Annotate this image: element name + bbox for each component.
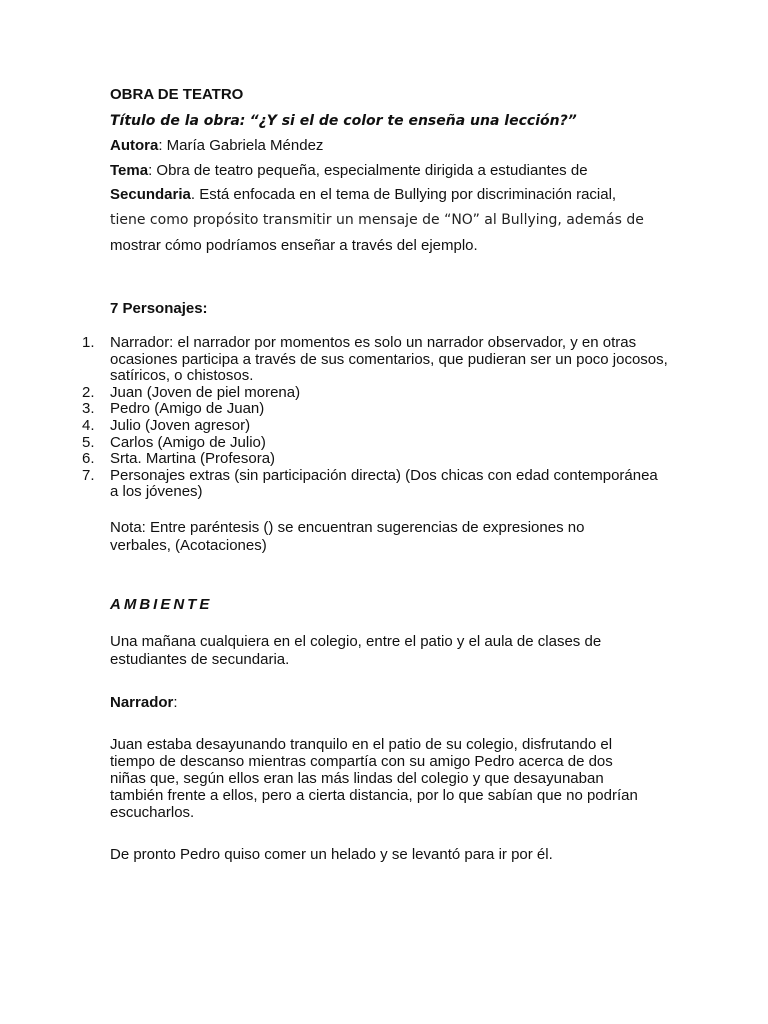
- list-item-text: Carlos (Amigo de Julio): [110, 433, 266, 451]
- list-item-number: 2.: [82, 383, 95, 401]
- personajes-list: [82, 335, 670, 501]
- ambiente-line-1: Una mañana cualquiera en el colegio, entre el patio y el aula de clases de: [110, 633, 602, 650]
- list-item-number: 6.: [82, 450, 95, 468]
- narrador-para-1-line-2: tiempo de descanso mientras compartía con su amigo Pedro acerca de dos: [110, 753, 613, 770]
- narrador-para-1-line-1: Juan estaba desayunando tranquilo en el patio de su colegio, disfrutando el: [110, 736, 613, 753]
- narrador-label: Narrador: [110, 694, 174, 711]
- tema-line-1: [110, 162, 588, 179]
- narrador-para-1-line-3: niñas que, según ellos eran las más lindas del colegio y que desayunaban: [110, 770, 604, 787]
- list-item-text: Juan (Joven de piel morena): [110, 383, 301, 401]
- list-item: [82, 335, 670, 385]
- autora-line: [110, 137, 323, 154]
- list-item: [82, 401, 670, 418]
- ambiente-line-2: estudiantes de secundaria.: [110, 651, 290, 668]
- document-heading: OBRA DE TEATRO: [110, 86, 244, 103]
- tema-value-2: . Está enfocada en el tema de Bullying por discriminación racial,: [190, 186, 617, 203]
- list-item-number: 1.: [82, 334, 95, 351]
- list-item-text: Personajes extras (sin participación directa) (Dos chicas con edad contemporánea a los jóvenes): [110, 466, 658, 501]
- titulo-line: [110, 112, 577, 130]
- list-item: [82, 451, 670, 468]
- tema-line-2: [110, 186, 616, 203]
- autora-label: Autora: [110, 137, 159, 154]
- list-item-text: Julio (Joven agresor): [110, 416, 251, 434]
- titulo-label: Título de la obra:: [110, 113, 246, 129]
- narrador-para-1-line-4: también frente a ellos, pero a cierta distancia, por lo que sabían que no podrían: [110, 787, 638, 804]
- titulo-value: “¿Y si el de color te enseña una lección?”: [249, 113, 577, 129]
- tema-line-4: mostrar cómo podríamos enseñar a través del ejemplo.: [110, 237, 478, 254]
- personajes-heading: 7 Personajes:: [110, 300, 208, 317]
- narrador-para-1-line-5: escucharlos.: [110, 804, 195, 821]
- list-item-text: Srta. Martina (Profesora): [110, 450, 276, 468]
- tema-line-3: tiene como propósito transmitir un mensaje de “NO” al Bullying, además de: [110, 212, 644, 228]
- list-item-text: Narrador: el narrador por momentos es solo un narrador observador, y en otras ocasiones participa a través de sus comentarios, que pudieran ser un poco jocosos, satíricos, o chistosos.: [110, 334, 668, 385]
- nota-line-1: Nota: Entre paréntesis () se encuentran sugerencias de expresiones no: [110, 519, 585, 536]
- narrador-label-line: [110, 694, 178, 711]
- nota-line-2: verbales, (Acotaciones): [110, 537, 267, 554]
- list-item-number: 4.: [82, 416, 95, 434]
- ambiente-heading: AMBIENTE: [110, 596, 213, 613]
- list-item: [82, 418, 670, 435]
- autora-value: : María Gabriela Méndez: [158, 137, 324, 154]
- list-item-text: Pedro (Amigo de Juan): [110, 400, 265, 418]
- list-item-number: 7.: [82, 466, 95, 484]
- list-item: [82, 468, 670, 501]
- narrador-colon: :: [173, 694, 178, 711]
- list-item-number: 5.: [82, 433, 95, 451]
- tema-value-1: : Obra de teatro pequeña, especialmente dirigida a estudiantes de: [148, 162, 588, 179]
- list-item-number: 3.: [82, 400, 95, 418]
- narrador-para-2: De pronto Pedro quiso comer un helado y se levantó para ir por él.: [110, 846, 553, 863]
- tema-label: Tema: [110, 162, 149, 179]
- secundaria-label: Secundaria: [110, 186, 191, 203]
- list-item: [82, 385, 670, 402]
- list-item: [82, 435, 670, 452]
